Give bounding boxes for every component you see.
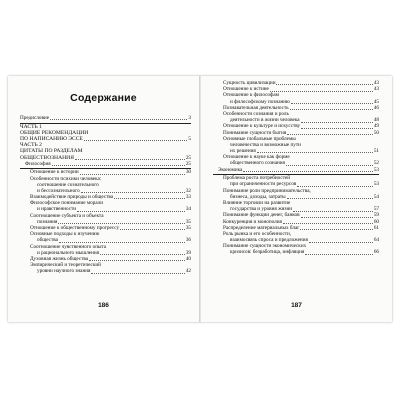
toc-entry-title: бизнеса, доходы, затраты (230, 193, 286, 200)
toc-entry-title: Философское понимание морали (30, 200, 104, 207)
toc-entry-page: 50 (373, 129, 379, 136)
right-page (201, 76, 392, 322)
toc-entry-title: и философскому познанию (230, 98, 290, 105)
dot-leader (309, 242, 373, 243)
toc-entry-title: ОБЩЕСТВОЗНАНИЯ (20, 154, 74, 161)
toc-entry-title: Распределение материальных благ (223, 224, 300, 231)
dot-leader (301, 128, 373, 129)
dot-leader (276, 84, 372, 85)
toc-entry-page: 49 (373, 123, 379, 130)
toc-entry-title: Особенности психики человека: (30, 175, 102, 182)
toc-entry-title: кризисов: безработица, инфляция (230, 249, 305, 256)
toc-entry-title: Отношение к философам (223, 92, 279, 99)
toc-entry-title: Эмпирический и теоретический (30, 262, 101, 269)
dot-leader (50, 119, 187, 120)
toc-entry-page: 35 (185, 225, 191, 231)
toc-entry-page: 32 (185, 187, 191, 194)
toc-entry-title: ЧАСТЬ 2 (20, 142, 42, 149)
toc-entry-page: 59 (373, 212, 379, 219)
toc-entry-page: 36 (185, 237, 191, 244)
toc-entry-title: ЦИТАТЫ ПО РАЗДЕЛАМ (20, 148, 83, 155)
dot-leader (100, 254, 185, 255)
toc-entry-title: уровни научного знания (37, 268, 91, 275)
toc-entry-title: Соотношение чувственного опыта (30, 243, 107, 250)
toc-entry-title: соотношение сознательного (37, 181, 99, 188)
toc-entry-title: Понимание сущности экономических (223, 243, 307, 250)
toc-entry-title: Конкуренция и монополия (223, 218, 282, 225)
toc-entry-title: ОБЩИЕ РЕКОМЕНДАЦИИ (20, 129, 89, 136)
dot-leader (243, 171, 372, 172)
toc-entry-page: 3 (188, 115, 191, 121)
dot-leader (91, 273, 184, 274)
toc-entry-page: 39 (185, 249, 191, 256)
page-number-right: 187 (291, 302, 302, 309)
toc-list-left (20, 116, 191, 276)
toc-entry-title: и бессознательного (37, 187, 80, 194)
dot-leader (114, 198, 185, 199)
toc-entry-page: 33 (185, 194, 191, 201)
toc-entry-title: взаимосвязь спроса и предложения (230, 237, 308, 244)
toc-entry-page: 40 (185, 255, 191, 262)
toc-entry-page: 42 (185, 268, 191, 275)
toc-entry-page: 30 (185, 169, 191, 176)
toc-entry-page: 52 (373, 160, 379, 167)
toc-entry-title: Отношение к науке как форме (223, 154, 290, 161)
dot-leader (270, 91, 373, 92)
toc-entry-title: Предисловие (20, 115, 50, 121)
toc-entry-title: Познавательная деятельность (223, 104, 289, 111)
dot-leader (52, 165, 185, 166)
toc-entry-page: 45 (373, 98, 379, 105)
toc-entry-title: Сущность цивилизации (223, 80, 276, 86)
toc-entry-title: при ограниченности ресурсов (230, 181, 297, 188)
toc-entry-title: Отношение к культуре и искусству (223, 123, 301, 130)
toc-entry-title: Роль рынка и его особенности, (223, 230, 292, 237)
toc-entry-page: 25 (185, 154, 191, 161)
toc-entry-title: Понимание роли предпринимательства, (223, 187, 311, 194)
toc-entry-title: общества (37, 237, 58, 244)
dot-leader (287, 198, 373, 199)
toc-entry-page: 34 (185, 206, 191, 213)
book-spread (8, 76, 392, 322)
dot-leader (286, 165, 373, 166)
toc-entry-page: 53 (373, 166, 379, 173)
toc-entry-page: 64 (373, 237, 379, 244)
toc-entry-title: общественного сознания (230, 160, 285, 167)
toc-entry-page: 57 (373, 206, 379, 213)
toc-entry-title: деятельности в жизни человека (230, 117, 300, 124)
toc-entry-title: их решения (230, 148, 256, 155)
left-page (8, 76, 199, 322)
toc-entry-title: Основные глобальные проблемы (223, 135, 296, 142)
dot-leader (300, 229, 372, 230)
dot-leader (290, 109, 373, 110)
toc-entry-title: Духовная жизнь общества (30, 255, 89, 262)
toc-entry-page: 54 (373, 193, 379, 200)
toc-entry-page: 53 (373, 181, 379, 188)
toc-list-right (213, 81, 379, 257)
toc-entry-page: 43 (373, 80, 379, 86)
page-title: Содержание (70, 92, 137, 104)
toc-entry-title: Понимание сущности бытия (223, 129, 287, 136)
dot-leader (287, 134, 373, 135)
toc-entry-title: Отношение к общественному прогрессу (30, 225, 120, 231)
dot-leader (75, 159, 185, 160)
toc-entry-page: 60 (373, 218, 379, 225)
toc-entry-page: 61 (373, 224, 379, 231)
toc-entry-title: Соотношение субъекта и объекта (30, 212, 104, 219)
toc-entry-page: 43 (373, 86, 379, 93)
toc-entry (20, 269, 191, 275)
toc-entry-title: Особенности сознания и роль (223, 110, 289, 117)
toc-entry-title: Философия (25, 160, 51, 167)
dot-leader (283, 223, 373, 224)
dot-leader (120, 229, 185, 230)
toc-entry-title: человечества и возможные пути (230, 141, 301, 148)
toc-entry-title: государства и уровня жизни (230, 206, 293, 213)
toc-entry-title: и нравственности (37, 206, 77, 213)
toc-entry-title: Взаимодействие природы и общества (30, 194, 114, 201)
dot-leader (297, 186, 373, 187)
page-number-left: 186 (98, 302, 109, 309)
toc-entry-page: 35 (185, 218, 191, 225)
toc-entry-title: и рационального мышления (37, 249, 100, 256)
toc-entry-page: 25 (185, 160, 191, 167)
toc-entry (213, 250, 379, 256)
toc-entry-page: 51 (373, 148, 379, 155)
toc-entry-title: Отношение к истории (30, 169, 79, 176)
dot-leader (291, 103, 373, 104)
toc-entry-title: Отношение к истине (223, 86, 269, 93)
dot-leader (77, 211, 185, 212)
toc-entry-title: Основные подходы к изучению (30, 231, 100, 238)
toc-entry-page: 5 (188, 135, 191, 142)
toc-entry-title: Понимание функции денег, банков (223, 212, 300, 219)
dot-leader (89, 260, 185, 261)
toc-entry-page: 48 (373, 117, 379, 124)
toc-entry-title: Влияние торговли на развитие (223, 199, 291, 206)
toc-entry-title: ПО НАПИСАНИЮ ЭССЕ (20, 135, 83, 142)
dot-leader (301, 217, 373, 218)
toc-entry-title: Проблема роста потребностей (223, 175, 291, 182)
toc-entry (20, 162, 191, 170)
dot-leader (80, 174, 185, 175)
toc-entry (20, 116, 191, 124)
toc-entry-title: ЧАСТЬ 1 (20, 123, 42, 130)
toc-entry-title: познания (37, 218, 58, 225)
dot-leader (305, 254, 373, 255)
toc-entry-page: 66 (373, 249, 379, 256)
dot-leader (84, 140, 187, 141)
toc-entry-title: Экономика (218, 166, 243, 173)
toc-entry-page: 46 (373, 104, 379, 111)
dot-leader (293, 211, 373, 212)
dot-leader (301, 122, 373, 123)
dot-leader (59, 242, 185, 243)
